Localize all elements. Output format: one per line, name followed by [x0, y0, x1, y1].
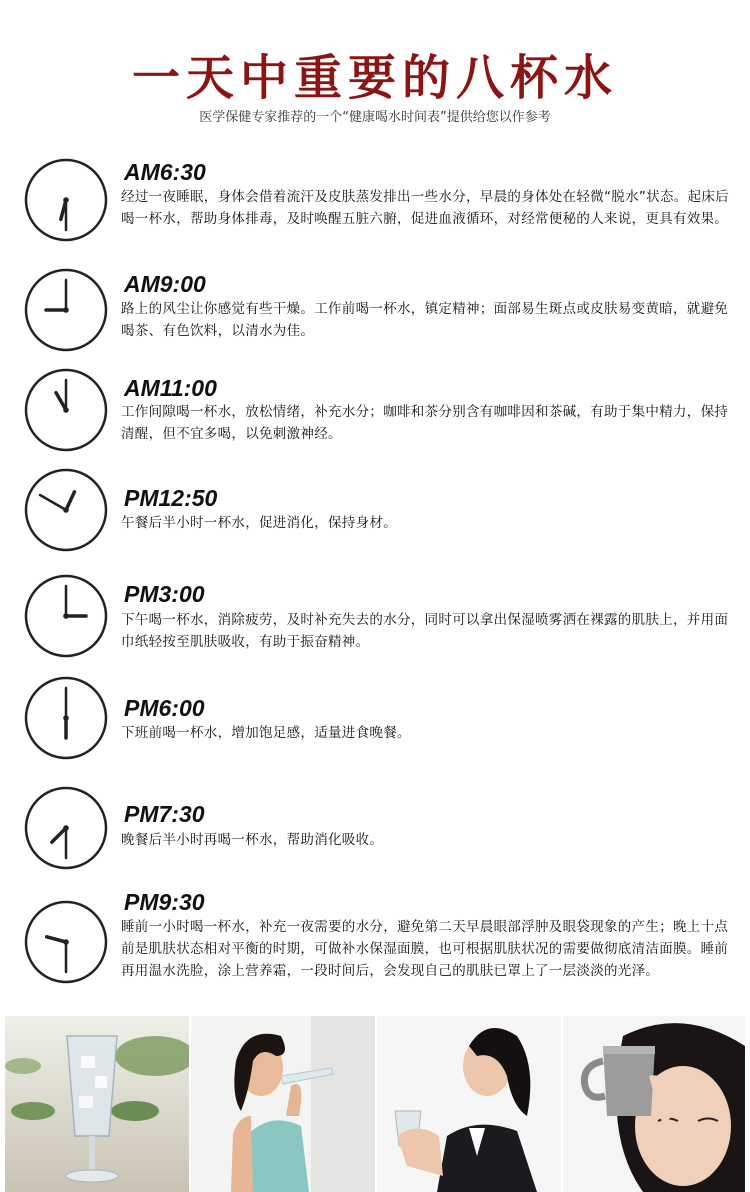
schedule-time: PM3:00	[124, 581, 205, 607]
clock-center	[63, 825, 69, 831]
page-title: 一天中重要的八杯水	[131, 50, 618, 106]
clock-center	[63, 307, 69, 313]
clock-center	[63, 613, 69, 619]
schedule-text: 经过一夜睡眠，身体会借着流汗及皮肤蒸发排出一些水分，早晨的身体处在轻微“脱水”状态。起床后喝一杯水，帮助身体排毒，及时唤醒五脏六腑，促进血液循环，对经常便秘的人来说，更具有效果。	[121, 189, 729, 227]
schedule-text: 下午喝一杯水，消除疲劳，及时补充失去的水分，同时可以拿出保湿喷雾洒在裸露的肌肤上，并用面巾纸轻按至肌肤吸收，有助于振奋精神。	[121, 612, 729, 650]
schedule-time: PM6:00	[124, 695, 205, 721]
clock-icon	[24, 574, 108, 658]
glass-of-water-photo	[5, 1016, 189, 1192]
schedule-text: 工作间隙喝一杯水，放松情绪，补充水分；咖啡和茶分别含有咖啡因和茶碱，有助于集中精力，保持清醒，但不宜多喝，以免刺激神经。	[121, 404, 729, 442]
clock-icon	[24, 468, 108, 552]
schedule-time: AM6:30	[124, 159, 206, 185]
clock-center	[63, 715, 69, 721]
clock-center	[63, 939, 69, 945]
page-subtitle: 医学保健专家推荐的一个“健康喝水时间表”提供给您以作参考	[199, 110, 551, 125]
schedule-text: 睡前一小时喝一杯水，补充一夜需要的水分，避免第二天早晨眼部浮肿及眼袋现象的产生；晚上十点前是肌肤状态相对平衡的时期，可做补水保湿面膜，也可根据肌肤状况的需要做彻底清洁面膜。睡前再用温水洗脸，涂上营养霜，一段时间后，会发现自己的肌肤已罩上了一层淡淡的光泽。	[121, 919, 729, 979]
schedule-time: AM9:00	[124, 271, 206, 297]
schedule-time: AM11:00	[124, 375, 217, 401]
clock-icon	[24, 368, 108, 452]
clock-icon	[24, 158, 108, 242]
clock-center	[63, 197, 69, 203]
schedule-time: PM7:30	[124, 801, 205, 827]
schedule-text: 路上的风尘让你感觉有些干燥。工作前喝一杯水，镇定精神；面部易生斑点或皮肤易变黄暗，就避免喝茶、有色饮料，以清水为佳。	[121, 301, 729, 339]
schedule-time: PM12:50	[124, 485, 218, 511]
clock-icon	[24, 676, 108, 760]
schedule-text: 下班前喝一杯水，增加饱足感，适量进食晚餐。	[121, 725, 411, 741]
clock-icon	[24, 268, 108, 352]
woman-drinking-bottle-photo	[191, 1016, 375, 1192]
schedule-text: 午餐后半小时一杯水，促进消化，保持身材。	[121, 515, 397, 531]
schedule-time: PM9:30	[124, 889, 205, 915]
clock-center	[63, 507, 69, 513]
woman-holding-glass-photo	[377, 1016, 561, 1192]
photo-strip	[5, 1016, 745, 1192]
clock-icon	[24, 900, 108, 984]
woman-with-mug-photo	[563, 1016, 745, 1192]
schedule-text: 晚餐后半小时再喝一杯水，帮助消化吸收。	[121, 832, 384, 848]
clock-icon	[24, 786, 108, 870]
clock-center	[63, 407, 69, 413]
